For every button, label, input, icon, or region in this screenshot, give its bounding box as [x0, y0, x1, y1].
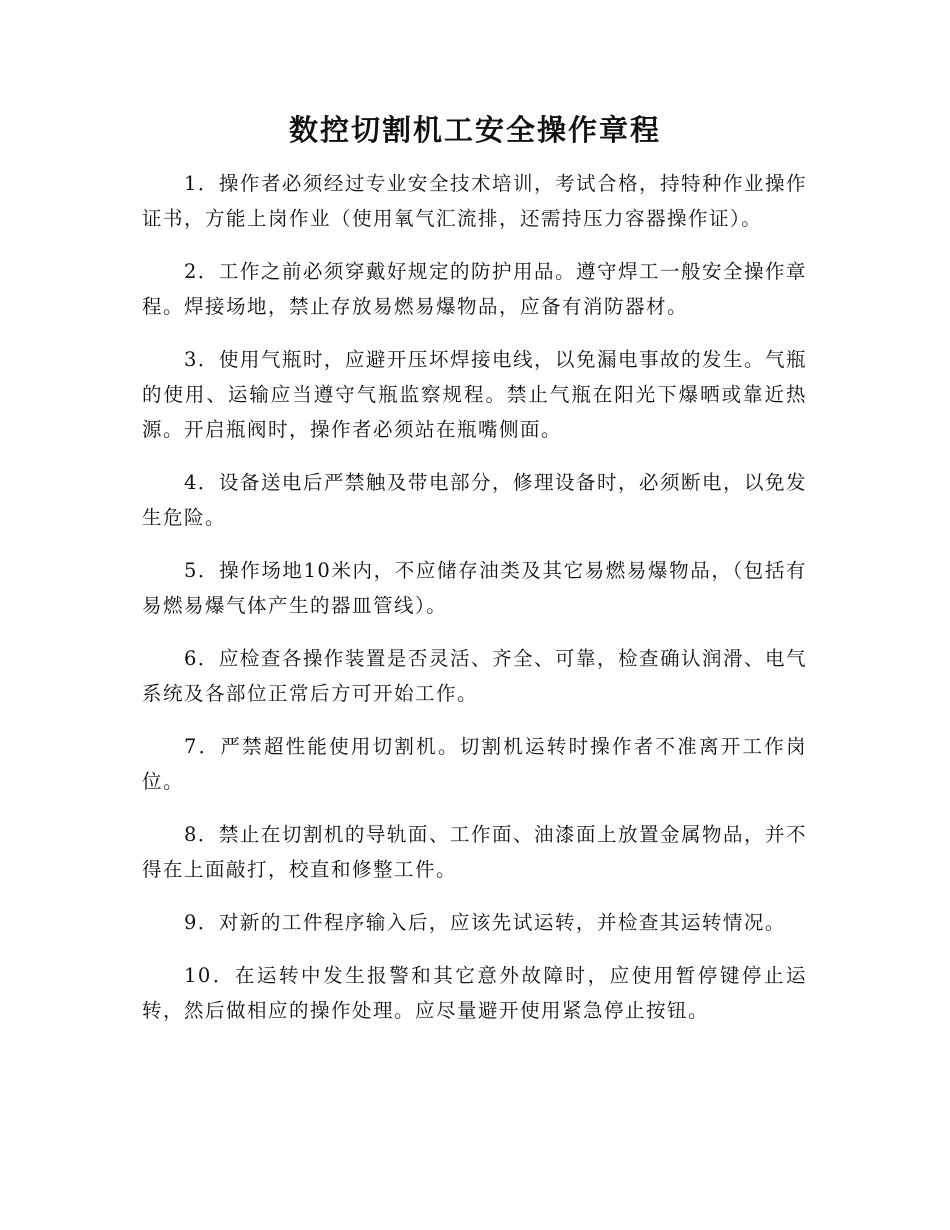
- paragraph-3: 3．使用气瓶时，应避开压坏焊接电线，以免漏电事故的发生。气瓶的使用、运输应当遵守气瓶监察规程。禁止气瓶在阳光下爆晒或靠近热源。开启瓶阀时，操作者必须站在瓶嘴侧面。: [142, 348, 807, 441]
- paragraph-6: 6．应检查各操作装置是否灵活、齐全、可靠，检查确认润滑、电气系统及各部位正常后方可开始工作。: [142, 647, 807, 705]
- paragraph-7: 7．严禁超性能使用切割机。切割机运转时操作者不准离开工作岗位。: [142, 735, 807, 793]
- document-body: [142, 166, 807, 1046]
- paragraph-4: 4．设备送电后严禁触及带电部分，修理设备时，必须断电，以免发生危险。: [142, 471, 807, 529]
- document-title: 数控切割机工安全操作章程: [288, 113, 661, 147]
- paragraph-2: 2．工作之前必须穿戴好规定的防护用品。遵守焊工一般安全操作章程。焊接场地，禁止存放易燃易爆物品，应备有消防器材。: [142, 260, 807, 318]
- paragraph-1: 1．操作者必须经过专业安全技术培训，考试合格，持特种作业操作证书，方能上岗作业（使用氧气汇流排，还需持压力容器操作证）。: [142, 172, 807, 230]
- paragraph-10: 10．在运转中发生报警和其它意外故障时，应使用暂停键停止运转，然后做相应的操作处理。应尽量避开使用紧急停止按钮。: [142, 964, 807, 1022]
- paragraph-5: 5．操作场地10米内，不应储存油类及其它易燃易爆物品，（包括有易燃易爆气体产生的器皿管线）。: [142, 559, 807, 617]
- paragraph-9: 9．对新的工件程序输入后，应该先试运转，并检查其运转情况。: [184, 911, 786, 934]
- paragraph-8: 8．禁止在切割机的导轨面、工作面、油漆面上放置金属物品，并不得在上面敲打，校直和修整工件。: [142, 823, 807, 881]
